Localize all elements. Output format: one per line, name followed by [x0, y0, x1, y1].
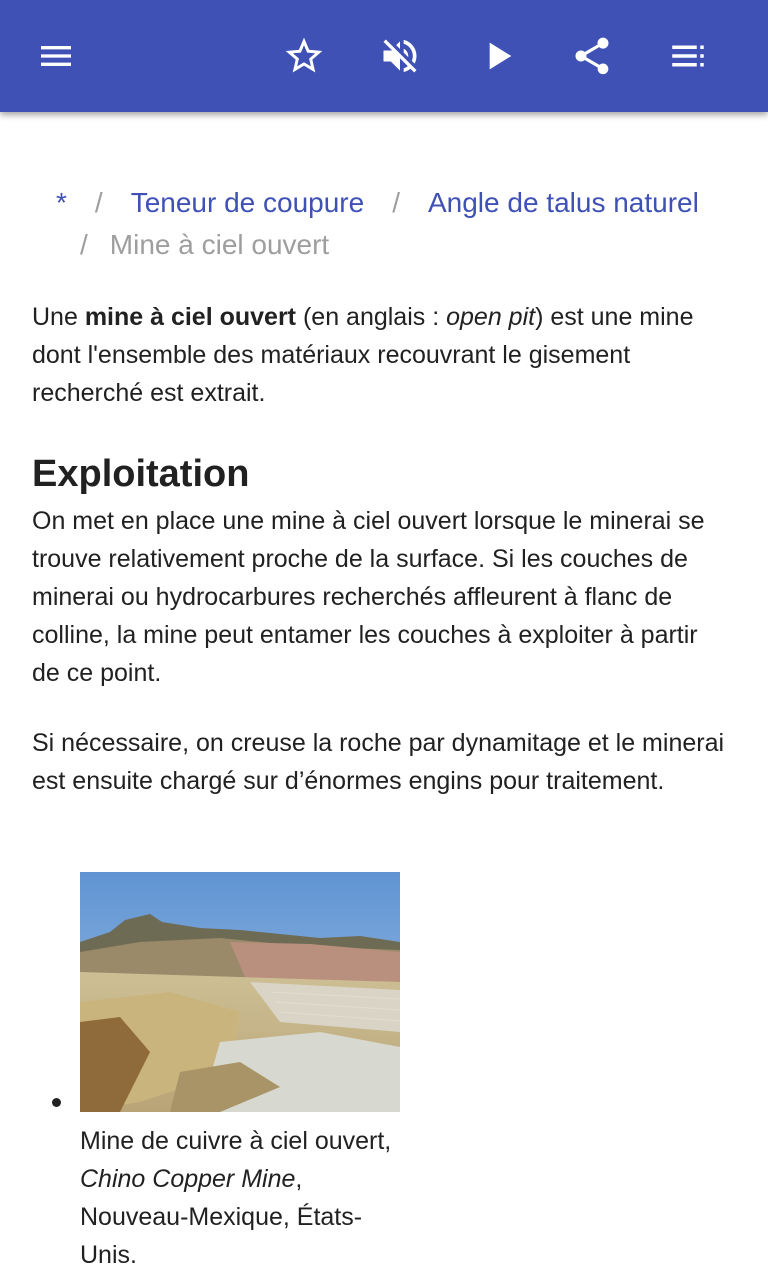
photo-caption	[80, 1122, 410, 1274]
breadcrumb	[56, 182, 736, 266]
mine-photo[interactable]	[80, 872, 400, 1112]
breadcrumb-current: Mine à ciel ouvert	[109, 229, 330, 260]
breadcrumb-separator: /	[80, 229, 88, 260]
breadcrumb-separator: /	[392, 187, 400, 218]
caption-text: , Nouveau-Mexique, États-Unis.	[80, 1165, 363, 1269]
app-toolbar	[0, 0, 768, 112]
breadcrumb-link-angle[interactable]: Angle de talus naturel	[427, 187, 699, 218]
play-icon	[478, 36, 518, 76]
gallery-item	[80, 872, 480, 1274]
star-outline-icon	[282, 34, 326, 78]
hamburger-menu-icon	[36, 36, 76, 76]
share-icon	[570, 34, 614, 78]
breadcrumb-separator: /	[94, 187, 103, 218]
intro-italic-term: open pit	[446, 303, 536, 331]
breadcrumb-root-link[interactable]: *	[56, 187, 67, 218]
intro-paragraph	[32, 298, 732, 412]
intro-text: Une	[32, 303, 85, 331]
caption-italic-name: Chino Copper Mine	[80, 1165, 296, 1193]
favorite-button[interactable]	[274, 26, 334, 86]
volume-off-icon	[378, 34, 422, 78]
list-icon	[667, 35, 709, 77]
section-paragraph: Si nécessaire, on creuse la roche par dynamitage et le minerai est ensuite chargé sur d’énormes engins pour traitement.	[32, 729, 725, 795]
caption-text: Mine de cuivre à ciel ouvert,	[80, 1127, 392, 1155]
intro-text: (en anglais :	[296, 303, 447, 331]
list-bullet	[52, 1098, 61, 1107]
intro-text: ) est une mine dont l'ensemble des matériaux recouvrant le gisement recherché est extrait.	[32, 303, 694, 407]
mute-button[interactable]	[370, 26, 430, 86]
toc-button[interactable]	[658, 26, 718, 86]
breadcrumb-link-teneur[interactable]: Teneur de coupure	[130, 187, 365, 218]
section-heading: Exploitation	[32, 453, 250, 495]
section-paragraph: On met en place une mine à ciel ouvert lorsque le minerai se trouve relativement proche de la surface. Si les couches de minerai ou hydrocarbures recherchés affleurent à flanc de colline, la mine peut entamer les couches à exploiter à partir de ce point.	[32, 507, 705, 687]
share-button[interactable]	[562, 26, 622, 86]
play-button[interactable]	[468, 26, 528, 86]
menu-button[interactable]	[26, 26, 86, 86]
intro-bold-term: mine à ciel ouvert	[84, 303, 297, 331]
